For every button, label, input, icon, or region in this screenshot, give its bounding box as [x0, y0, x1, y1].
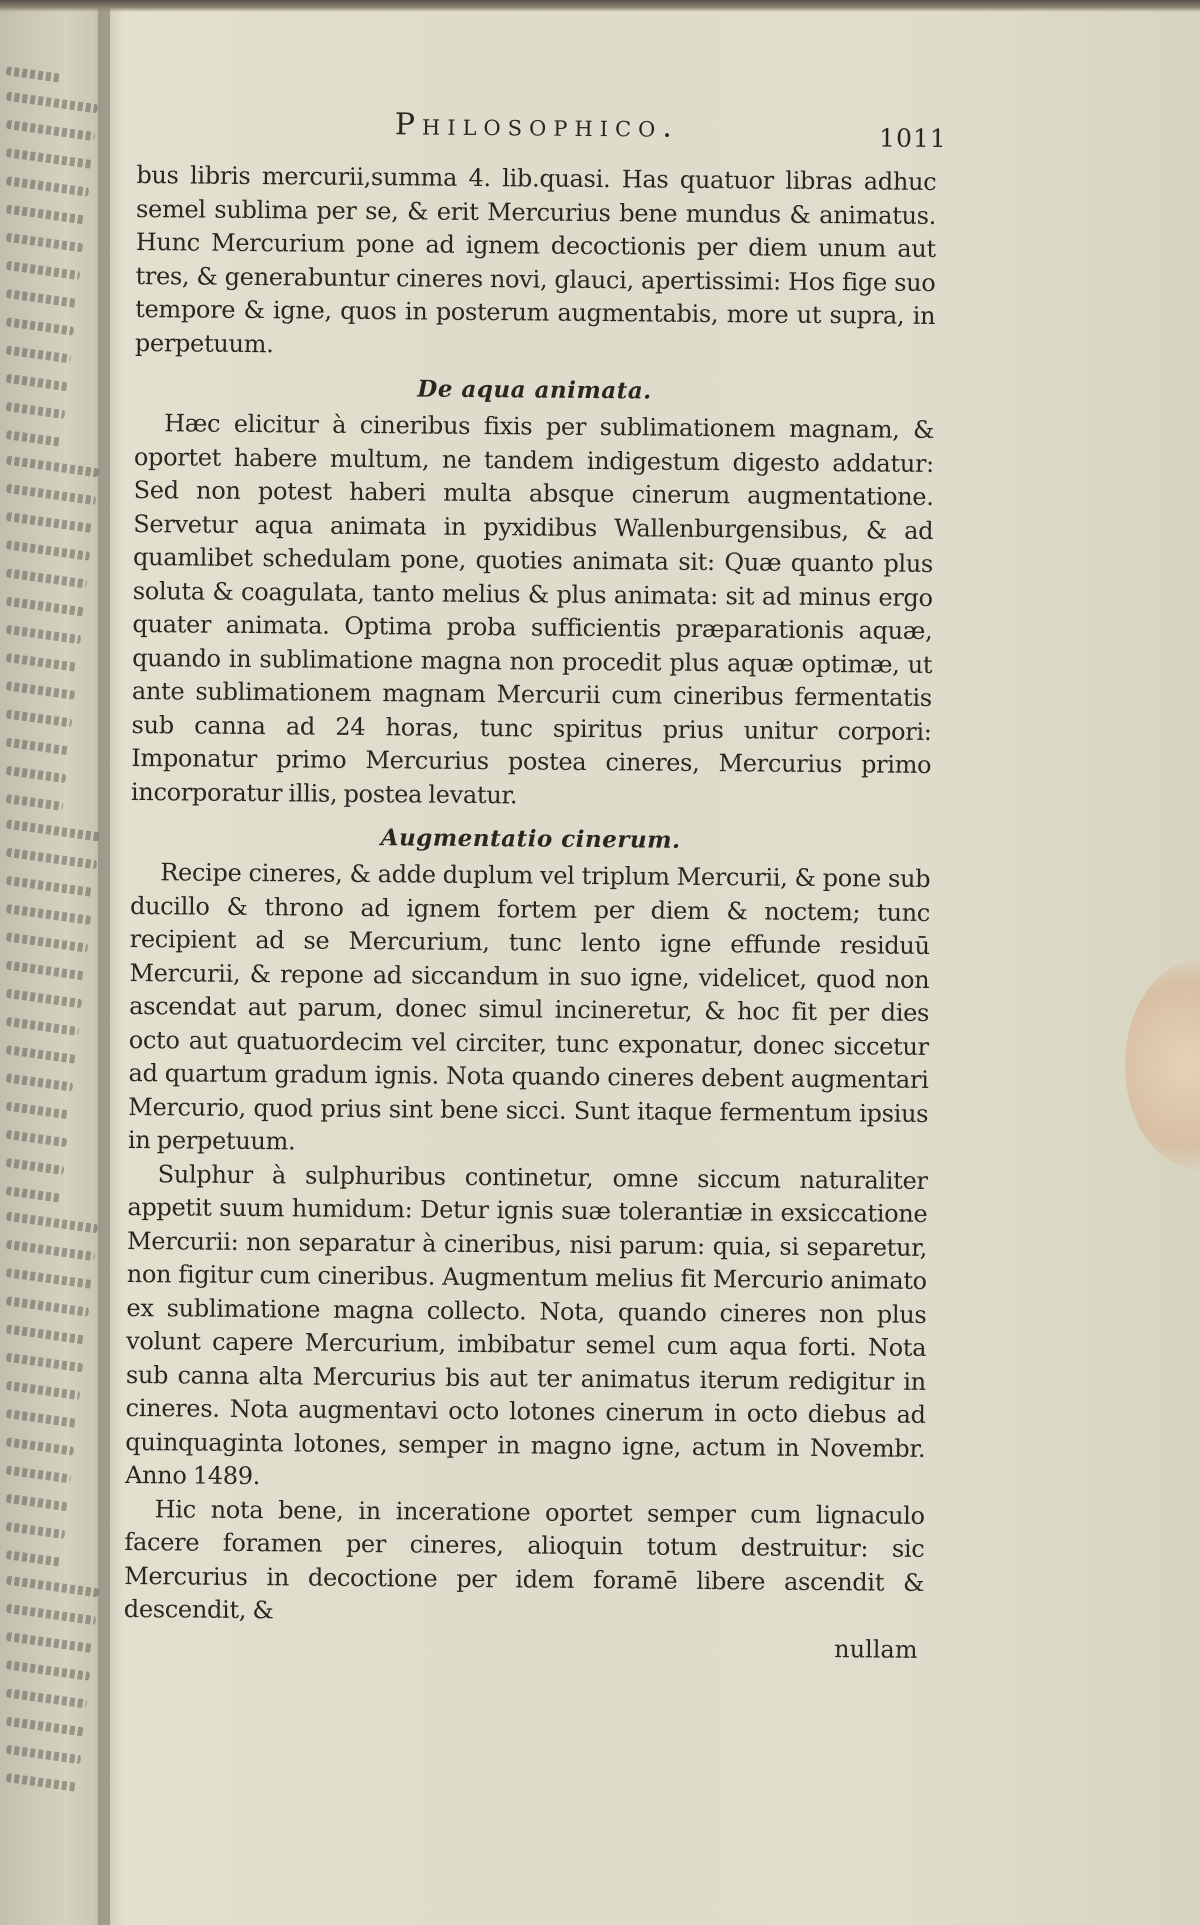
bleed-through-line [6, 92, 98, 114]
bleed-through-line [6, 738, 70, 756]
body-text [124, 159, 937, 1633]
bleed-through-line [6, 876, 94, 897]
bleed-through-line [6, 932, 88, 952]
bleed-through-line [6, 1437, 75, 1455]
bleed-through-line [6, 653, 79, 672]
bleed-through-line [6, 120, 95, 141]
bleed-through-line [6, 1240, 95, 1261]
bleed-through-line [6, 430, 63, 447]
bleed-through-line [6, 1212, 98, 1234]
bleed-through-line [6, 709, 73, 727]
bleed-through-line [6, 289, 78, 308]
bleed-through-line [6, 1550, 63, 1567]
bleed-through-line [6, 794, 64, 811]
bleed-through-line [6, 1522, 66, 1539]
bleed-through-line [6, 512, 93, 533]
bleed-through-line [6, 261, 81, 280]
bleed-through-line [6, 820, 100, 842]
bleed-through-line [6, 1353, 84, 1373]
bleed-through-line [6, 681, 76, 700]
thumb-holding-page [1125, 960, 1200, 1170]
paragraph: bus libris mercurii,summa 4. lib.quasi. Has quatuor libras adhuc semel sublima per se, & erit Mercurius bene mundus & animatus. Hunc Mercurium pone ad ignem decoctionis per diem unum aut tres, & generabuntur cineres novi, glauci, apertissimi: Hos fige suo tempore & igne, quos in posterum augmentabis, more ut supra, in perpetuum. [134, 160, 937, 358]
bleed-through-line [6, 148, 92, 169]
page-number: 1011 [878, 123, 947, 154]
bleed-through-line [6, 1381, 81, 1400]
bleed-through-line [6, 66, 62, 83]
bleed-through-line [6, 176, 89, 196]
bleed-through-line [6, 1745, 82, 1764]
bleed-through-line [6, 1324, 86, 1344]
running-head-title: Philosophico. [394, 107, 680, 145]
bleed-through-line [6, 1688, 87, 1708]
catchword: nullam [834, 1634, 918, 1664]
bleed-through-line [6, 402, 66, 419]
bleed-through-line [6, 904, 91, 925]
bleed-through-line [6, 1158, 65, 1175]
bleed-through-line [6, 961, 85, 981]
printed-page [123, 105, 947, 1666]
bleed-through-line [6, 1632, 93, 1653]
bleed-through-line [6, 374, 69, 392]
bleed-through-line [6, 1045, 77, 1064]
bleed-through-line [6, 1717, 84, 1737]
paragraph: Hic nota bene, in inceratione oportet semper cum lignaculo facere foramen per cineres, alioquin totum destruitur: sic Mercurius in decoctione per idem foramē libere ascendit & descendit, & [123, 1494, 925, 1625]
bleed-through-line [6, 1017, 80, 1036]
bleed-through-line [6, 1102, 71, 1120]
paragraph: Hæc elicitur à cineribus fixis per sublimationem magnam, & oportet habere multum, ne tandem indigestum digesto addatur: Sed non potest haberi multa absque cinerum augmentatione. Servetur aqua animata in pyxidibus Wallenburgensibus, & ad quamlibet schedulam pone, quoties animata sit: Quæ quanto plus soluta & coagulata, tanto melius & plus animata: sit ad minus ergo quater animata. Optima proba sufficientis præparationis aquæ, quando in sublimatione magna non procedit plus aquæ optimæ, ut ante sublimationem magnam Mercurii cum cineribus fermentatis sub canna ad 24 horas, tunc spiritus prius unitur corpori: Imponatur primo Mercurius postea cineres, Mercurius primo incorporatur illis, postea levatur. [130, 409, 935, 809]
facing-page-edge [0, 0, 110, 1925]
bleed-through-line [6, 317, 75, 335]
bleed-through-line [6, 597, 84, 617]
bleed-through-line [6, 233, 84, 253]
bleed-through-line [6, 1186, 62, 1203]
bleed-through-line [6, 540, 90, 561]
bleed-through-line [6, 1466, 72, 1484]
paragraph: Recipe cineres, & adde duplum vel triplum Mercurii, & pone sub ducillo & throno ad ignem fortem per diem & noctem; tunc recipient ad se Mercurium, tunc lento igne effunde residuū Mercurii, & repone ad siccandum in suo igne, videlicet, quod non ascendat aut parum, donec simul incineretur, & hoc fit per dies octo aut quatuordecim vel circiter, tunc exponatur, donec siccetur ad quartum gradum ignis. Nota quando cineres debent augmentari Mercurio, quod prius sint bene sicci. Sunt itaque fermentum ipsius in perpetuum. [127, 858, 931, 1156]
bleed-through-line [6, 1494, 69, 1512]
running-head [137, 105, 947, 166]
bleed-through-line [6, 989, 83, 1008]
section-heading: Augmentatio cinerum. [380, 824, 681, 854]
bleed-through-line [6, 1660, 90, 1681]
bleed-through-line [6, 1073, 74, 1091]
bleed-through-line [6, 1409, 78, 1428]
bleed-through-line [6, 766, 67, 783]
bleed-through-line [6, 848, 97, 870]
bleed-through-line [6, 1604, 96, 1625]
page-top-edge [0, 0, 1200, 12]
bleed-through-line [6, 484, 96, 505]
paragraph: Sulphur à sulphuribus continetur, omne siccum naturaliter appetit suum humidum: Detur ignis suæ tolerantiæ in exsiccatione Mercurii: non separatur à cineribus, nisi parum: quia, si separetur, non figitur cum cineribus. Augmentum melius fit Mercurio animato ex sublimatione magna collecto. Nota, quando cineres non plus volunt capere Mercurium, imbibatur semel cum aqua forti. Nota sub canna alta Mercurius bis aut ter animatus iterum redigitur in cineres. Nota augmentavi octo lotones cinerum in octo diebus ad quinquaginta lotones, semper in magno igne, actum in Novembr. Anno 1489. [124, 1159, 928, 1491]
book-gutter-shadow [98, 0, 124, 1925]
bleed-through-line [6, 1296, 89, 1316]
bleed-through-line [6, 568, 87, 588]
bleed-through-line [6, 204, 86, 224]
bleed-through-line [6, 1268, 92, 1289]
bleed-through-line [6, 1773, 79, 1792]
bleed-through-line [6, 456, 99, 478]
section-heading: De aqua animata. [417, 375, 652, 405]
bleed-through-line [6, 1576, 99, 1598]
bleed-through-line [6, 1130, 68, 1147]
bleed-through-line [6, 346, 72, 364]
bleed-through-line [6, 625, 82, 644]
